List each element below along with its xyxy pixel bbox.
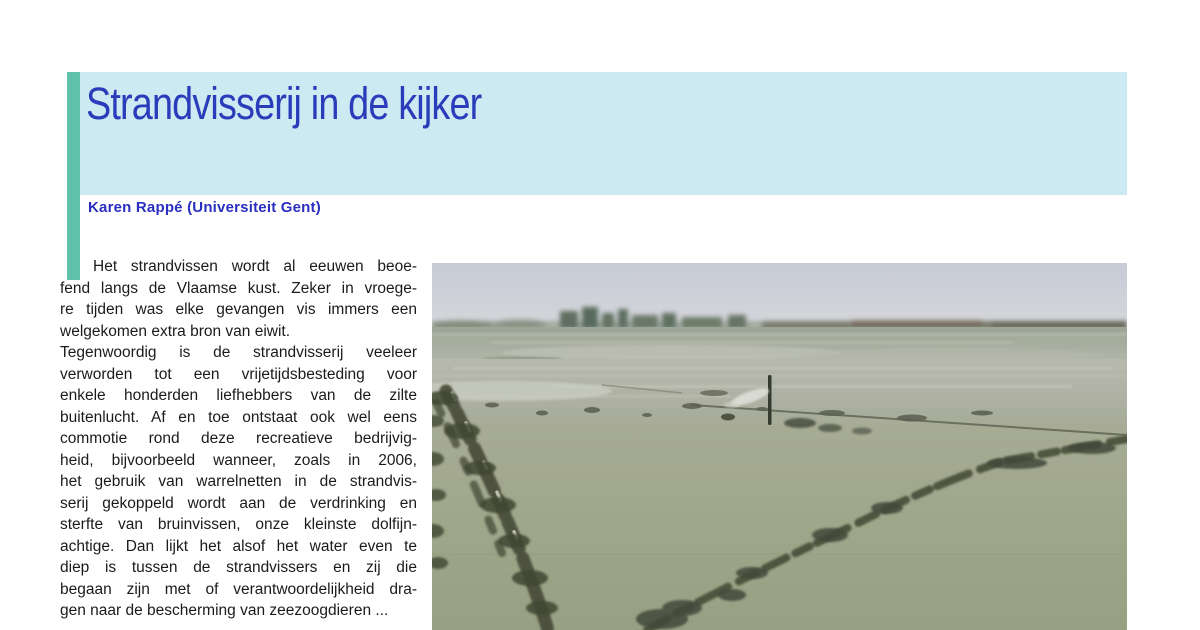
article-line: begaan zijn met of verantwoordelijkheid dra- bbox=[60, 580, 417, 598]
page-title: Strandvisserij in de kijker bbox=[86, 78, 482, 129]
article-line: commotie rond deze recreatieve bedrijvig- bbox=[60, 430, 417, 447]
article-line: achtige. Dan lijkt het alsof het water even te bbox=[60, 537, 417, 555]
article-line: diep is tussen de strandvissers en zij die bbox=[60, 559, 417, 576]
article-line: verworden tot een vrijetijdsbesteding voor bbox=[60, 365, 417, 383]
article-line: gen naar de bescherming van zeezoogdieren ... bbox=[60, 602, 389, 619]
article-text bbox=[60, 256, 417, 622]
article-line: Tegenwoordig is de strandvisserij veeleer bbox=[60, 344, 417, 361]
article-line: welgekomen extra bron van eiwit. bbox=[60, 322, 291, 340]
beach-photo-graphic bbox=[432, 263, 1127, 630]
article-line: enkele honderden liefhebbers van de zilte bbox=[60, 387, 417, 404]
article-line: buitenlucht. Af en toe ontstaat ook wel eens bbox=[60, 408, 417, 426]
article-line: re tijden was elke gevangen vis immers een bbox=[60, 301, 417, 318]
author-line: Karen Rappé (Universiteit Gent) bbox=[88, 199, 321, 216]
article-line: het gebruik van warrelnetten in de strandvis- bbox=[60, 473, 417, 490]
article-line: fend langs de Vlaamse kust. Zeker in vroege- bbox=[60, 279, 417, 297]
accent-bar bbox=[67, 72, 80, 280]
article-line: sterfte van bruinvissen, onze kleinste dolfijn- bbox=[60, 516, 417, 533]
article-line: Het strandvissen wordt al eeuwen beoe- bbox=[93, 258, 417, 275]
beach-photo bbox=[432, 263, 1127, 630]
article-line: serij gekoppeld wordt aan de verdrinking en bbox=[60, 494, 417, 512]
article-line: heid, bijvoorbeeld wanneer, zoals in 2006, bbox=[60, 451, 417, 469]
